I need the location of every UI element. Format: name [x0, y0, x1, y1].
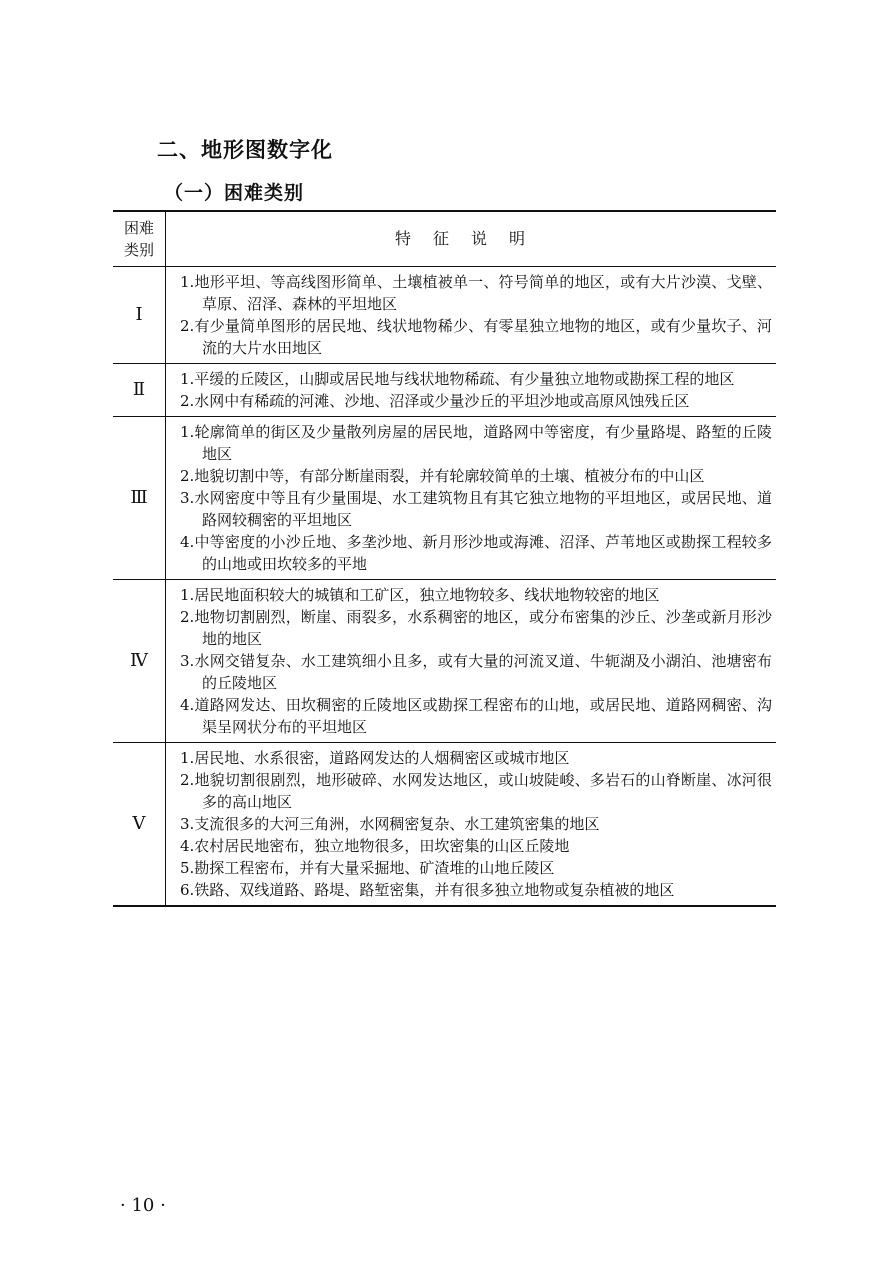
header-level [113, 211, 166, 267]
level-mark: Ⅲ [130, 487, 148, 508]
section-title: 二、地形图数字化 [157, 138, 333, 162]
description-cell [166, 364, 777, 417]
table-row [113, 417, 776, 580]
list-item: 2.水网中有稀疏的河滩、沙地、沼泽或少量沙丘的平坦沙地或高原风蚀残丘区 [180, 392, 690, 410]
description-cell [166, 267, 777, 364]
level-cell [113, 580, 166, 743]
level-cell [113, 417, 166, 580]
list-item: 2.地貌切割中等，有部分断崖雨裂，并有轮廓较简单的土壤、植被分布的中山区 [180, 467, 705, 485]
level-cell [113, 267, 166, 364]
sub-title: （一）困难类别 [164, 182, 305, 204]
level-mark: Ⅴ [132, 813, 146, 834]
list-item: 3.水网密度中等且有少量围堤、水工建筑物且有其它独立地物的平坦地区，或居民地、道路网较稠密的平坦地区 [180, 489, 772, 529]
list-item: 3.支流很多的大河三角洲，水网稠密复杂、水工建筑密集的地区 [180, 815, 600, 833]
list-item: 2.地貌切割很剧烈，地形破碎、水网发达地区，或山坡陡峻、多岩石的山脊断崖、冰河很多的高山地区 [180, 771, 772, 811]
list-item: 4.农村居民地密布，独立地物很多，田坎密集的山区丘陵地 [180, 837, 570, 855]
page-number: · 10 · [120, 1195, 166, 1216]
list-item: 1.轮廓简单的街区及少量散列房屋的居民地，道路网中等密度，有少量路堤、路堑的丘陵地区 [180, 423, 772, 463]
list-item: 1.地形平坦、等高线图形简单、土壤植被单一、符号简单的地区，或有大片沙漠、戈壁、草原、沼泽、森林的平坦地区 [180, 273, 772, 313]
description-cell [166, 417, 777, 580]
list-item: 6.铁路、双线道路、路堤、路堑密集，并有很多独立地物或复杂植被的地区 [180, 881, 675, 899]
level-mark: Ⅳ [130, 650, 148, 671]
header-description: 特征说明 [166, 211, 777, 267]
table-row [113, 364, 776, 417]
list-item: 1.居民地面积较大的城镇和工矿区，独立地物较多、线状地物较密的地区 [180, 586, 660, 604]
level-mark: Ⅱ [132, 379, 146, 400]
description-cell [166, 743, 777, 907]
table-row [113, 743, 776, 907]
table-row [113, 580, 776, 743]
list-item: 4.中等密度的小沙丘地、多垄沙地、新月形沙地或海滩、沼泽、芦苇地区或勘探工程较多的山地或田坎较多的平地 [180, 533, 772, 573]
level-cell [113, 364, 166, 417]
header-level-line2: 类别 [123, 241, 154, 259]
table-row [113, 267, 776, 364]
difficulty-table [113, 210, 776, 907]
list-item: 5.勘探工程密布，并有大量采掘地、矿渣堆的山地丘陵区 [180, 859, 555, 877]
list-item: 1.平缓的丘陵区，山脚或居民地与线状地物稀疏、有少量独立地物或勘探工程的地区 [180, 370, 735, 388]
list-item: 2.地物切割剧烈，断崖、雨裂多，水系稠密的地区，或分布密集的沙丘、沙垄或新月形沙地的地区 [180, 608, 772, 648]
level-mark: Ⅰ [135, 304, 143, 325]
table-header-row [113, 211, 776, 267]
list-item: 3.水网交错复杂、水工建筑细小且多，或有大量的河流叉道、牛轭湖及小湖泊、池塘密布的丘陵地区 [180, 652, 772, 692]
description-cell [166, 580, 777, 743]
list-item: 1.居民地、水系很密，道路网发达的人烟稠密区或城市地区 [180, 749, 570, 767]
level-cell [113, 743, 166, 907]
list-item: 2.有少量简单图形的居民地、线状地物稀少、有零星独立地物的地区，或有少量坎子、河流的大片水田地区 [180, 317, 772, 357]
list-item: 4.道路网发达、田坎稠密的丘陵地区或勘探工程密布的山地，或居民地、道路网稠密、沟渠呈网状分布的平坦地区 [180, 696, 772, 736]
header-level-line1: 困难 [123, 219, 154, 237]
